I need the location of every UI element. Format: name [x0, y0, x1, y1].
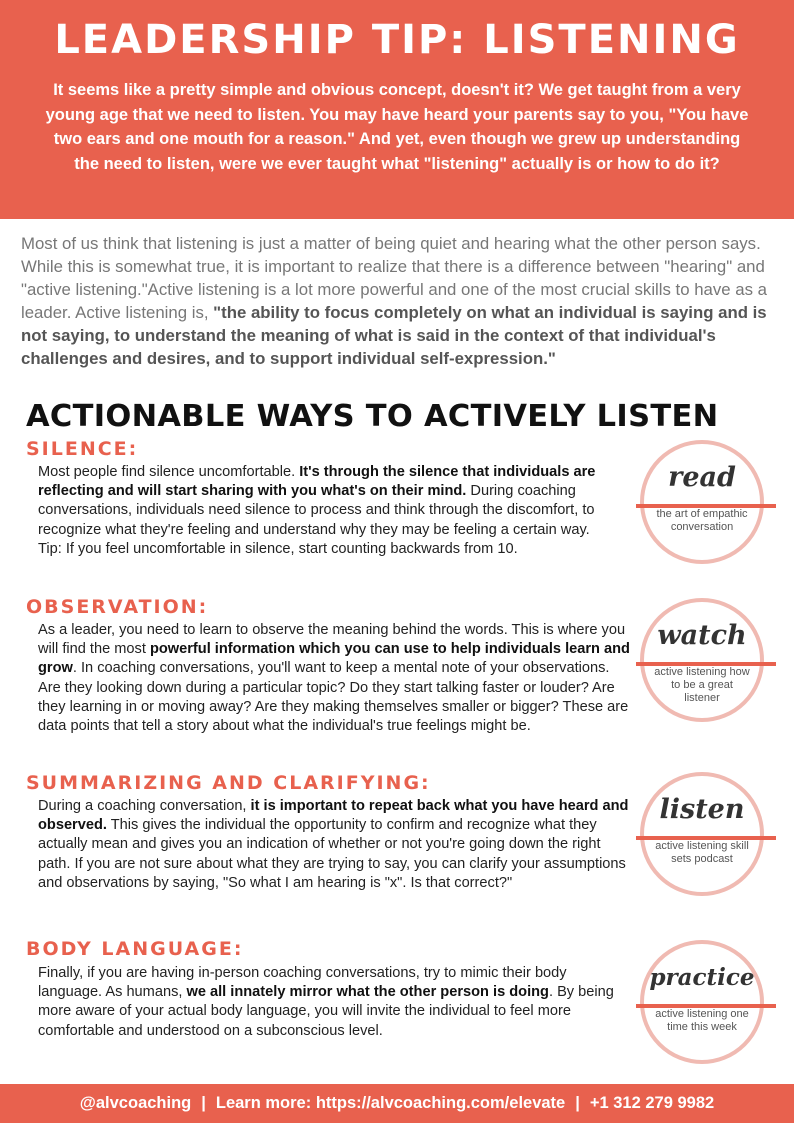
- section-body-body-language: [38, 964, 630, 1041]
- section-text: Finally, if you are having in-person coaching conversations, try to mimic their body language. As humans,: [38, 965, 567, 1001]
- section-text: As a leader, you need to learn to observe the meaning behind the words. This is where you will find the most: [38, 622, 626, 658]
- section-highlight: It's through the silence that individuals are reflecting and will start sharing with you what's on their mind.: [38, 464, 596, 500]
- section-body-silence: [38, 463, 630, 559]
- header-intro: It seems like a pretty simple and obvious concept, doesn't it? We get taught from a very young age that we need to listen. You may have heard your parents say to you, "You have two ears and one mouth for a reason." And yet, even though we grew up understanding the need to listen, were we ever taught what "listening" actually is or how to do it?: [45, 81, 749, 173]
- badge-caption: active listening how to be a great listener: [654, 666, 750, 704]
- section-highlight: it is important to repeat back what you have heard and observed.: [38, 798, 629, 834]
- footer-separator: |: [575, 1094, 580, 1112]
- intro-quote: "the ability to focus completely on what an individual is saying and is not saying, to understand the meaning of what is said in the context of that individual's challenges and desires, and to support individual self-expression.": [21, 303, 767, 368]
- section-heading-body-language: BODY LANGUAGE:: [26, 938, 244, 960]
- section-heading-summarizing: SUMMARIZING AND CLARIFYING:: [26, 772, 431, 794]
- section-text: During a coaching conversation,: [38, 798, 251, 814]
- badge-read[interactable]: [640, 440, 764, 564]
- badge-listen[interactable]: [640, 772, 764, 896]
- footer-learn-more-link[interactable]: Learn more: https://alvcoaching.com/elevate: [215, 1094, 566, 1112]
- section-body-summarizing: [38, 797, 630, 893]
- section-body-observation: [38, 621, 630, 736]
- section-heading-observation: OBSERVATION:: [26, 596, 209, 618]
- footer-separator: |: [201, 1094, 206, 1112]
- section-text: . By being more aware of your actual body language, you will invite the individual to feel more comfortable and understood on a subconscious level.: [38, 984, 614, 1039]
- footer-bar: [0, 1084, 794, 1123]
- badge-caption: the art of empathic conversation: [656, 508, 748, 533]
- intro-text: Most of us think that listening is just a matter of being quiet and hearing what the other person says. While this is somewhat true, it is important to realize that there is a difference between "hearing" and "active listening."Active listening is a lot more powerful and one of the most crucial skills to have as a leader. Active listening is,: [21, 234, 767, 322]
- section-text: This gives the individual the opportunity to confirm and recognize what they actually mean and gives you an indication of whether or not you're going down the right path. If you are not sure about what they are trying to say, you can clarify your assumptions and observations by saying, "So what I am hearing is "x". Is that correct?": [38, 817, 626, 891]
- section-highlight: powerful information which you can use to help individuals learn and grow: [38, 641, 630, 677]
- footer-phone[interactable]: +1 312 279 9982: [589, 1094, 715, 1112]
- section-highlight: we all innately mirror what the other person is doing: [186, 984, 549, 1001]
- badge-word: listen: [659, 794, 745, 825]
- badge-word: watch: [657, 620, 747, 651]
- section-text: . In coaching conversations, you'll want to keep a mental note of your observations. Are they looking down during a particular topic? Do they start talking faster or louder? Are they learning in or moving away? Are they making themselves smaller or bigger? These are data points that tell a story about what the individual's true feelings might be.: [38, 660, 629, 735]
- badge-caption: active listening skill sets podcast: [655, 840, 749, 865]
- intro-paragraph: [21, 232, 777, 370]
- badge-caption: active listening one time this week: [655, 1008, 749, 1033]
- section-text: During coaching conversations, individuals need silence to process and think through the discomfort, to recognize what they're feeling and understand why they may be feeling a certain way.: [38, 483, 595, 538]
- page-title: LEADERSHIP TIP: LISTENING: [54, 17, 740, 63]
- section-tip: Tip: If you feel uncomfortable in silence, start counting backwards from 10.: [38, 540, 518, 557]
- actions-heading: ACTIONABLE WAYS TO ACTIVELY LISTEN: [26, 399, 719, 434]
- footer-handle[interactable]: @alvcoaching: [79, 1094, 192, 1112]
- header-banner: [0, 0, 794, 219]
- badge-word: practice: [649, 964, 755, 991]
- section-heading-silence: SILENCE:: [26, 438, 139, 460]
- badge-word: read: [668, 462, 736, 493]
- section-text: Most people find silence uncomfortable.: [38, 464, 300, 480]
- badge-practice[interactable]: [640, 940, 764, 1064]
- badge-watch[interactable]: [640, 598, 764, 722]
